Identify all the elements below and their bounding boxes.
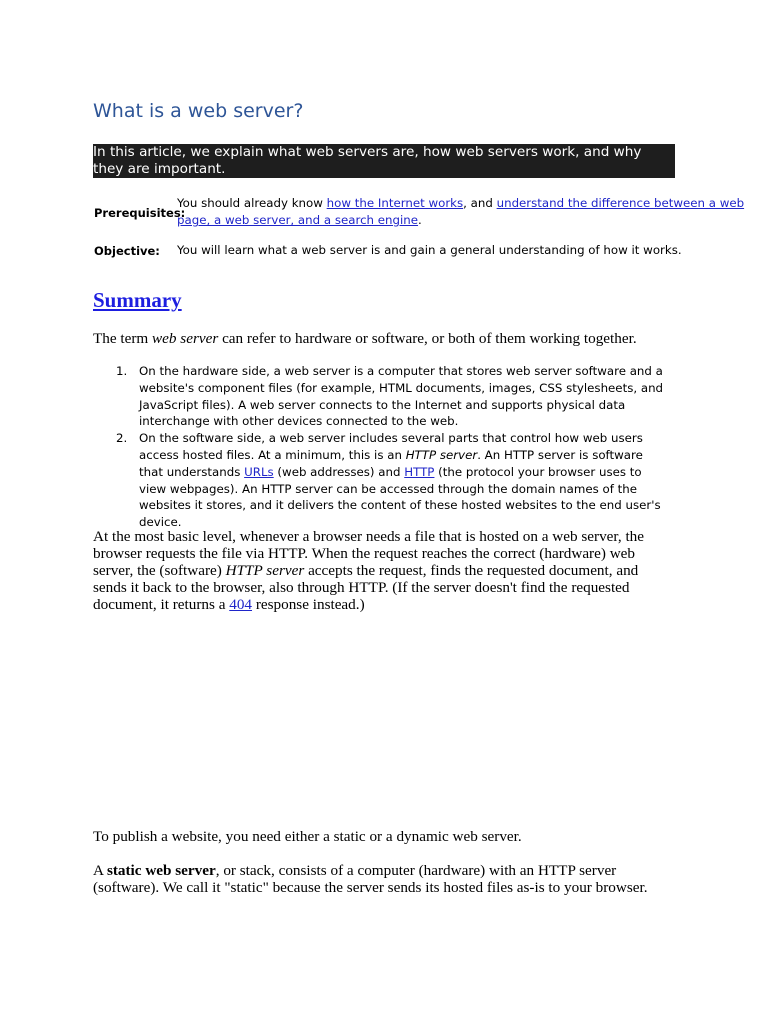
prerequisites-text bbox=[177, 195, 768, 229]
list-text-part: (the protocol your browser uses to view webpages). An HTTP server can be accessed through the domain names of the websites it stores, and it delivers the content of these hosted websites to the end user's device. bbox=[139, 464, 661, 530]
summary-post: can refer to hardware or software, or both of them working together. bbox=[218, 330, 637, 347]
prerequisites-post: . bbox=[418, 213, 422, 227]
prerequisites-mid: , and bbox=[463, 196, 497, 210]
objective-text: You will learn what a web server is and gain a general understanding of how it works. bbox=[177, 243, 682, 257]
static-strong: static web server bbox=[106, 862, 216, 879]
basic-text-part: At the most basic level, whenever a browser needs a file that is hosted on a web server, the browser requests the file via HTTP. When the request reaches the correct (hardware) web server, the (software) bbox=[93, 528, 645, 579]
static-post: , or stack, consists of a computer (hardware) with an HTTP server (software). We call it "static" because the server sends its hosted files as-is to your browser. bbox=[93, 862, 648, 896]
basic-text-part: accepts the request, finds the requested document, and sends it back to the browser, also through HTTP. (If the server doesn't find the requested document, it returns a bbox=[93, 562, 639, 613]
summary-em: web server bbox=[152, 330, 219, 347]
static-server-paragraph bbox=[93, 862, 673, 896]
prerequisites-label: Prerequisites: bbox=[94, 206, 186, 220]
basic-em: HTTP server bbox=[225, 562, 305, 579]
basic-level-paragraph bbox=[93, 528, 663, 613]
objective-label: Objective: bbox=[94, 244, 160, 258]
intro-callout: In this article, we explain what web servers are, how web servers work, and why they are important. bbox=[93, 144, 675, 178]
summary-paragraph bbox=[93, 330, 668, 347]
prerequisites-pre: You should already know bbox=[177, 196, 327, 210]
urls-link[interactable]: URLs bbox=[244, 464, 274, 479]
list-text-part: (web addresses) and bbox=[273, 464, 405, 479]
list-number: 1. bbox=[116, 364, 128, 378]
404-link[interactable]: 404 bbox=[229, 596, 253, 613]
list-number: 2. bbox=[116, 431, 128, 446]
http-link[interactable]: HTTP bbox=[404, 464, 435, 479]
list-em: HTTP server bbox=[405, 447, 478, 462]
list-text-part: On the software side, a web server includes several parts that control how web users access hosted files. At a minimum, this is an bbox=[139, 431, 643, 462]
publish-paragraph: To publish a website, you need either a static or a dynamic web server. bbox=[93, 828, 522, 845]
summary-heading[interactable]: Summary bbox=[93, 288, 182, 312]
list-item bbox=[114, 363, 670, 430]
list-text-part: . An HTTP server is software that understands bbox=[139, 447, 643, 479]
difference-webpage-server-link[interactable]: understand the difference between a web page, a web server, and a search engine bbox=[177, 196, 745, 227]
summary-list bbox=[114, 363, 670, 531]
page-title: What is a web server? bbox=[93, 100, 304, 122]
list-item-text: On the hardware side, a web server is a computer that stores web server software and a website's component files (for example, HTML documents, images, CSS stylesheets, and JavaScript files). A web server connects to the Internet and supports physical data interchange with other devices connected to the web. bbox=[139, 364, 664, 429]
list-item-text bbox=[139, 431, 661, 529]
list-item bbox=[114, 430, 670, 531]
how-internet-works-link[interactable]: how the Internet works bbox=[326, 196, 464, 210]
summary-pre: The term bbox=[93, 330, 153, 347]
static-pre: A bbox=[93, 862, 107, 879]
basic-text-part: response instead.) bbox=[252, 596, 365, 613]
